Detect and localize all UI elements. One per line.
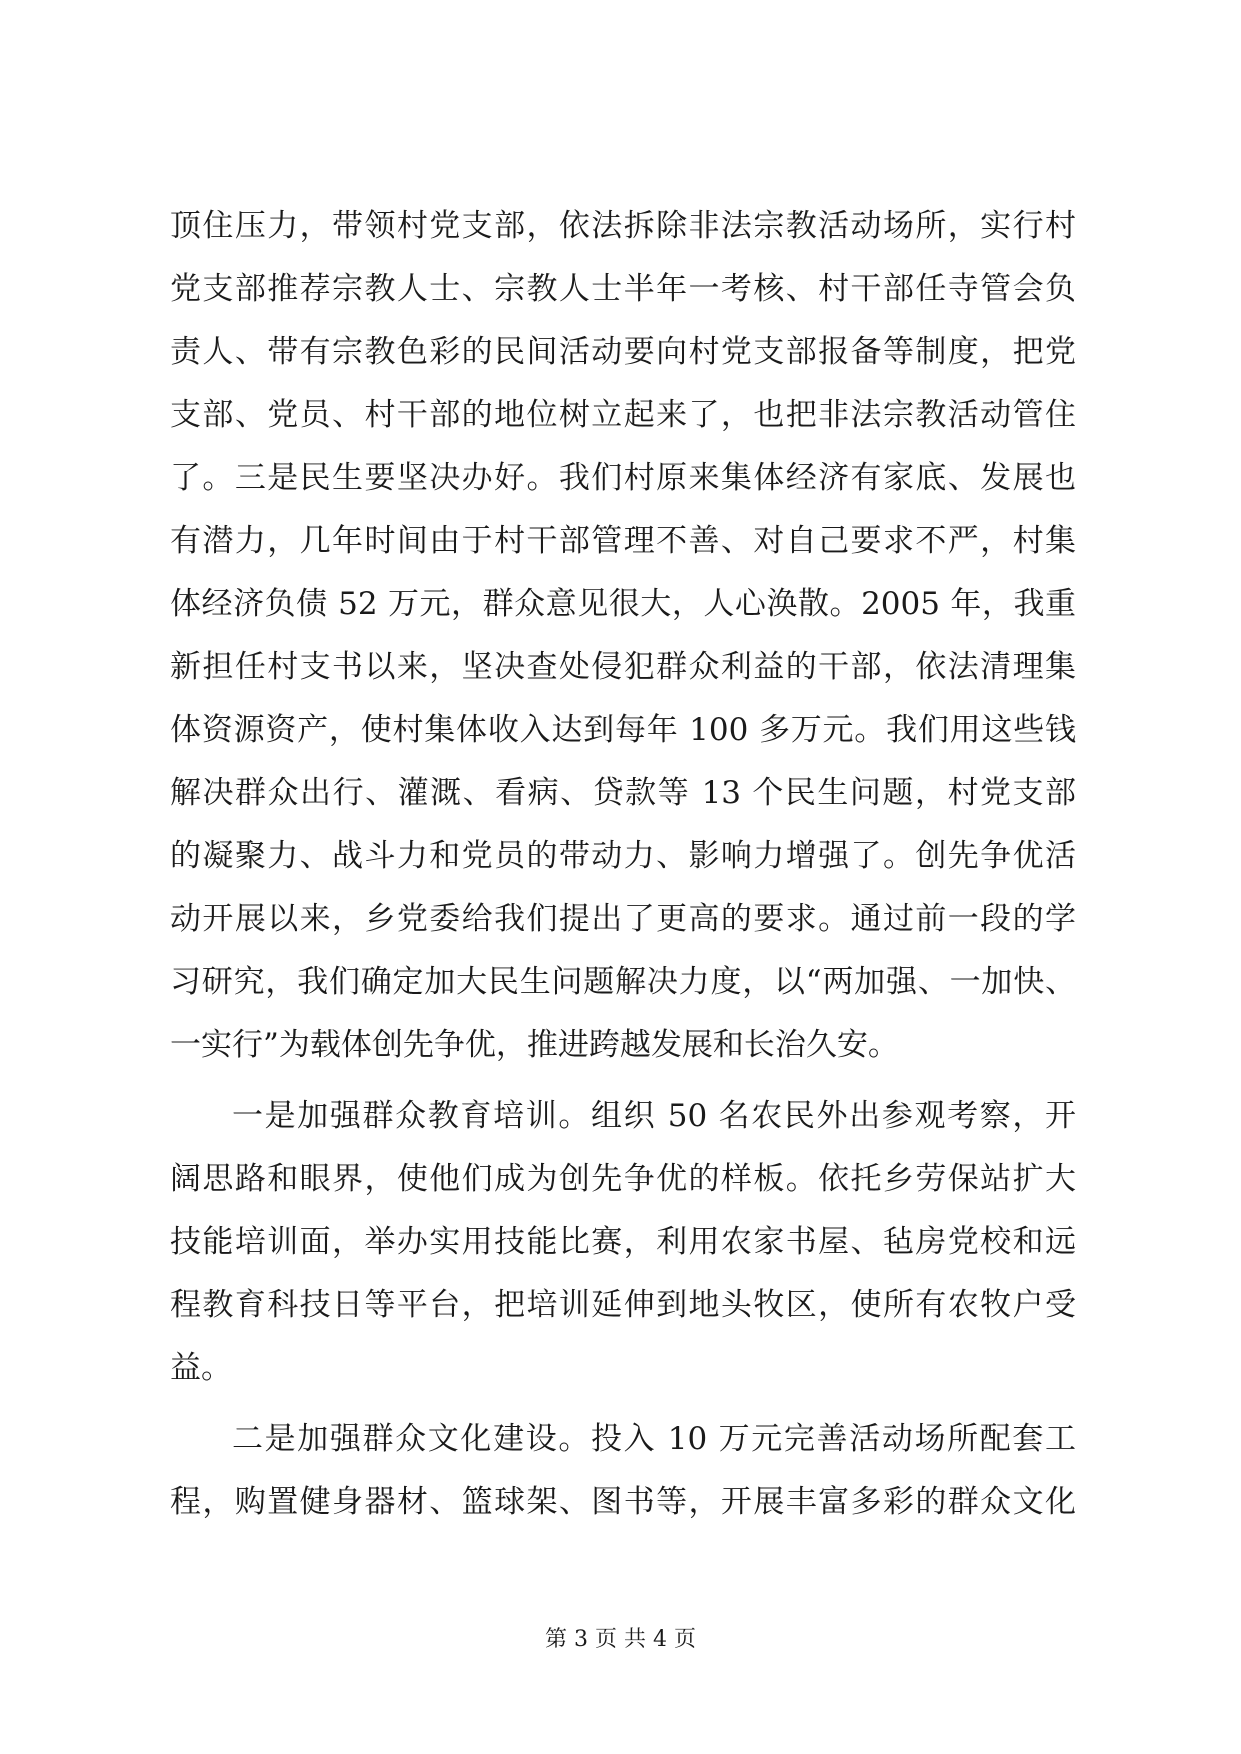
- text-line: 技能培训面，举办实用技能比赛，利用农家书屋、毡房党校和远: [170, 1224, 1076, 1260]
- text-line: 新担任村支书以来，坚决查处侵犯群众利益的干部，依法清理集: [170, 649, 1076, 685]
- text-line: 的凝聚力、战斗力和党员的带动力、影响力增强了。创先争优活: [170, 838, 1076, 874]
- text-line: 程教育科技日等平台，把培训延伸到地头牧区，使所有农牧户受: [170, 1287, 1076, 1323]
- text-line: 了。三是民生要坚决办好。我们村原来集体经济有家底、发展也: [170, 460, 1076, 496]
- text-line: 有潜力，几年时间由于村干部管理不善、对自己要求不严，村集: [170, 523, 1076, 559]
- text-line: 责人、带有宗教色彩的民间活动要向村党支部报备等制度，把党: [170, 334, 1076, 370]
- page-number-footer: 第 3 页 共 4 页: [545, 1627, 696, 1652]
- text-line: 益。: [170, 1350, 232, 1386]
- text-line: 党支部推荐宗教人士、宗教人士半年一考核、村干部任寺管会负: [170, 271, 1076, 307]
- text-line: 程，购置健身器材、篮球架、图书等，开展丰富多彩的群众文化: [170, 1484, 1076, 1520]
- text-line: 一实行”为载体创先争优，推进跨越发展和长治久安。: [170, 1027, 899, 1063]
- text-line: 习研究，我们确定加大民生问题解决力度，以“两加强、一加快、: [170, 964, 1076, 1000]
- text-line: 支部、党员、村干部的地位树立起来了，也把非法宗教活动管住: [170, 397, 1076, 433]
- text-line: 解决群众出行、灌溉、看病、贷款等 13 个民生问题，村党支部: [170, 775, 1076, 811]
- text-line: 体经济负债 52 万元，群众意见很大，人心涣散。2005 年，我重: [170, 586, 1076, 622]
- paragraph-first-line: 一是加强群众教育培训。组织 50 名农民外出参观考察，开: [232, 1098, 1076, 1134]
- text-line: 体资源资产，使村集体收入达到每年 100 多万元。我们用这些钱: [170, 712, 1076, 748]
- paragraph-first-line: 二是加强群众文化建设。投入 10 万元完善活动场所配套工: [232, 1421, 1076, 1457]
- text-line: 顶住压力，带领村党支部，依法拆除非法宗教活动场所，实行村: [170, 208, 1076, 244]
- text-line: 动开展以来，乡党委给我们提出了更高的要求。通过前一段的学: [170, 901, 1076, 937]
- text-line: 阔思路和眼界，使他们成为创先争优的样板。依托乡劳保站扩大: [170, 1161, 1076, 1197]
